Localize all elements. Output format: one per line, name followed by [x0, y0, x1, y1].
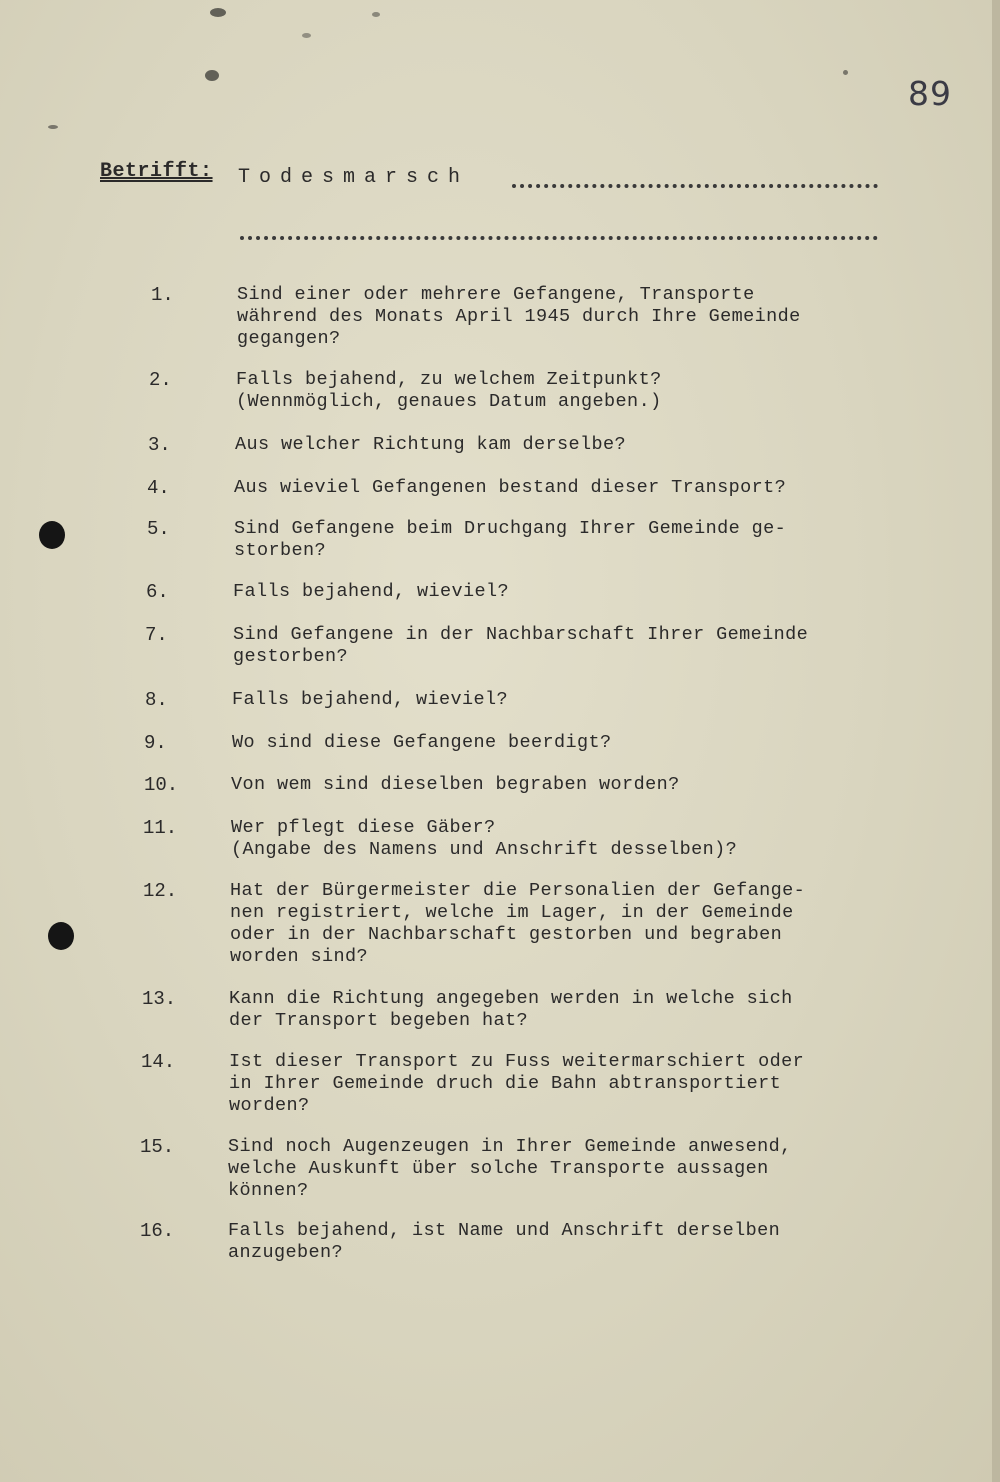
- ink-speck: [372, 12, 380, 17]
- question-number: 10.: [144, 774, 179, 796]
- question-text: Hat der Bürgermeister die Personalien der Gefange- nen registriert, welche im Lager, in der Gemeinde oder in der Nachbarschaft gestorben und begraben worden sind?: [230, 880, 806, 967]
- question-text: Sind einer oder mehrere Gefangene, Transporte während des Monats April 1945 durch Ihre Gemeinde gegangen?: [237, 284, 801, 349]
- question-number: 11.: [143, 817, 178, 839]
- question-text: Wer pflegt diese Gäber? (Angabe des Namens und Anschrift desselben)?: [231, 817, 738, 860]
- subject-dot-leader: [512, 184, 878, 188]
- question-number: 2.: [149, 369, 172, 391]
- subject-label: Betrifft:: [100, 160, 213, 183]
- question-text: Falls bejahend, ist Name und Anschrift derselben anzugeben?: [228, 1220, 781, 1263]
- question-text: Von wem sind dieselben begraben worden?: [231, 774, 680, 795]
- question-text: Falls bejahend, wieviel?: [232, 689, 509, 710]
- question-number: 15.: [140, 1136, 175, 1158]
- question-number: 14.: [141, 1051, 176, 1073]
- question-number: 3.: [148, 434, 171, 456]
- question-text: Falls bejahend, zu welchem Zeitpunkt? (Wennmöglich, genaues Datum angeben.): [236, 369, 662, 412]
- question-number: 4.: [147, 477, 170, 499]
- question-number: 12.: [143, 880, 178, 902]
- question-number: 16.: [140, 1220, 175, 1242]
- subject-value: Todesmarsch: [238, 166, 470, 189]
- question-text: Sind noch Augenzeugen in Ihrer Gemeinde anwesend, welche Auskunft über solche Transporte aussagen können?: [228, 1136, 792, 1201]
- paper-edge: [992, 0, 1000, 1482]
- question-text: Ist dieser Transport zu Fuss weitermarschiert oder in Ihrer Gemeinde druch die Bahn abtransportiert worden?: [229, 1051, 805, 1116]
- question-number: 1.: [151, 284, 174, 306]
- question-text: Kann die Richtung angegeben werden in welche sich der Transport begeben hat?: [229, 988, 793, 1031]
- ink-speck: [205, 70, 219, 81]
- ink-speck: [48, 125, 58, 129]
- question-number: 7.: [145, 624, 168, 646]
- question-text: Sind Gefangene beim Druchgang Ihrer Gemeinde ge- storben?: [234, 518, 787, 561]
- question-text: Falls bejahend, wieviel?: [233, 581, 510, 602]
- question-number: 5.: [147, 518, 170, 540]
- question-text: Aus wieviel Gefangenen bestand dieser Transport?: [234, 477, 787, 498]
- punch-hole-top: [39, 521, 65, 549]
- question-text: Sind Gefangene in der Nachbarschaft Ihrer Gemeinde gestorben?: [233, 624, 809, 667]
- question-number: 8.: [145, 689, 168, 711]
- punch-hole-bottom: [48, 922, 74, 950]
- page-number: 89: [908, 74, 952, 113]
- ink-speck: [210, 8, 226, 17]
- question-number: 13.: [142, 988, 177, 1010]
- question-text: Wo sind diese Gefangene beerdigt?: [232, 732, 612, 753]
- subject-dot-leader-second: [240, 236, 878, 240]
- ink-speck: [302, 33, 311, 38]
- question-number: 9.: [144, 732, 167, 754]
- question-number: 6.: [146, 581, 169, 603]
- question-text: Aus welcher Richtung kam derselbe?: [235, 434, 627, 455]
- ink-speck: [843, 70, 848, 75]
